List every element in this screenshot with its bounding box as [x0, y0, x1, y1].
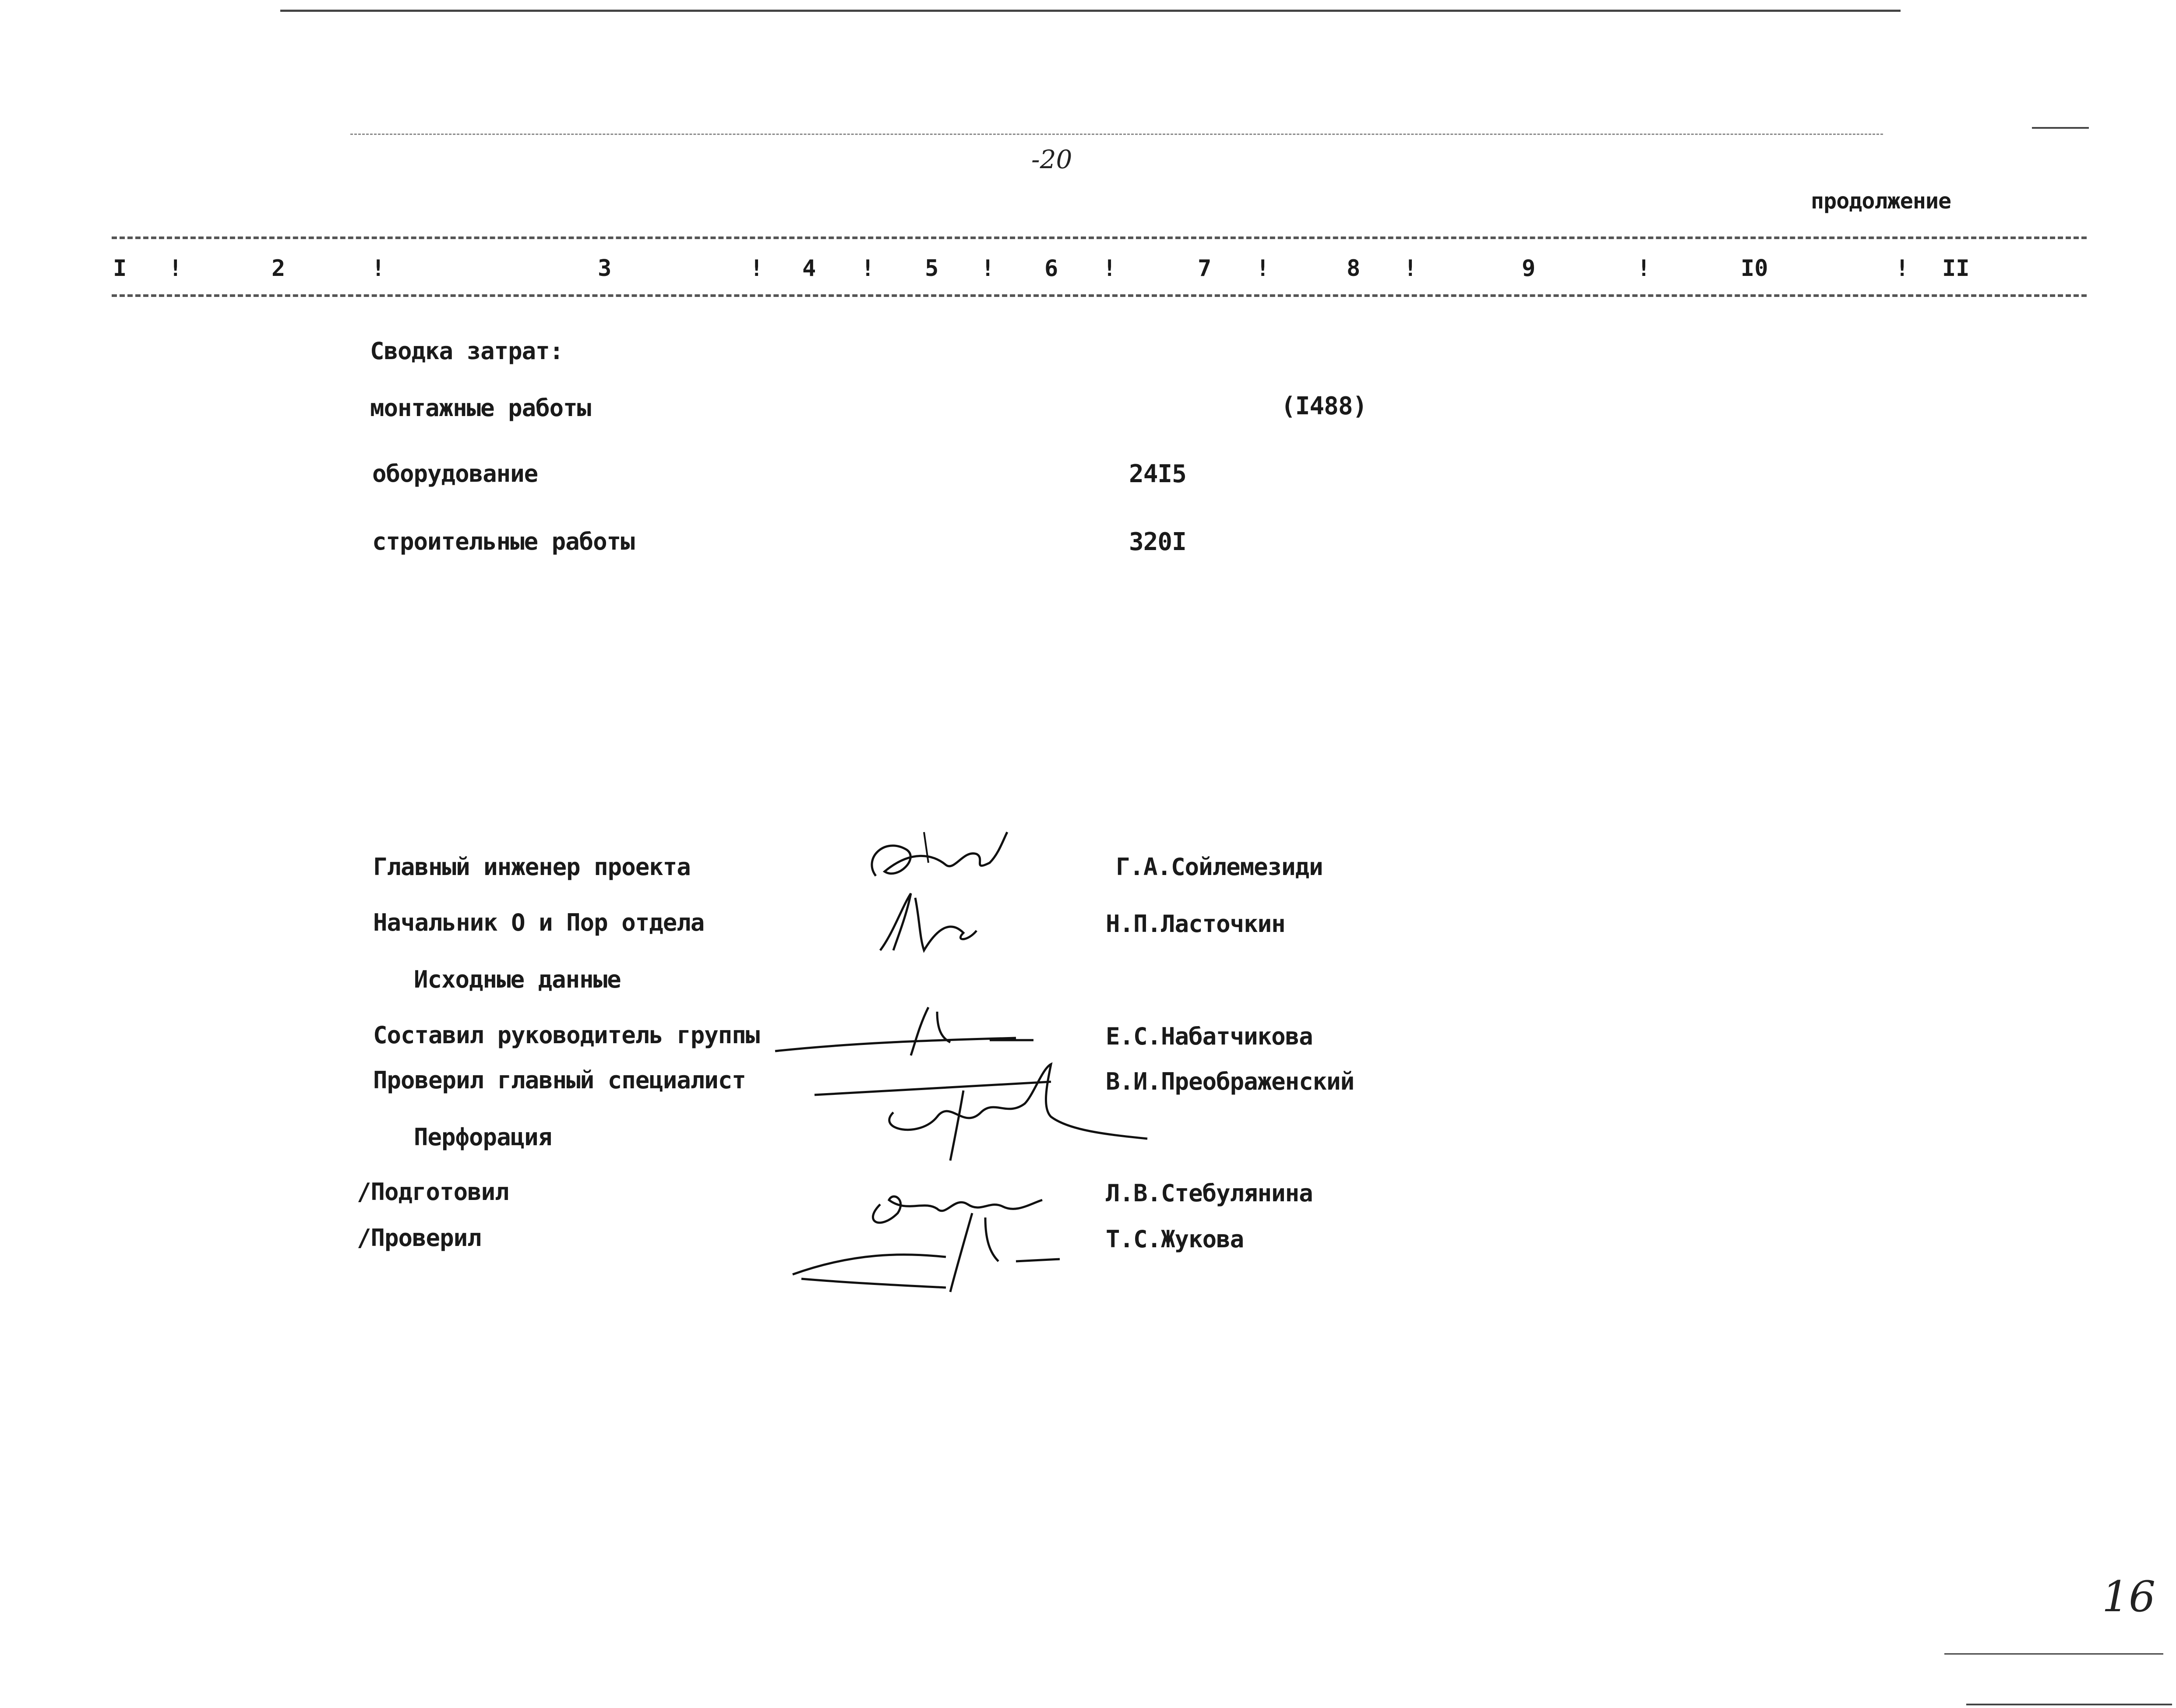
- cost-row-label: оборудование: [372, 460, 538, 487]
- column-separator: !: [861, 255, 875, 282]
- signature-compiled: [771, 999, 1042, 1060]
- cost-row-value: (I488): [1281, 392, 1367, 420]
- compiled-title: Составил руководитель группы: [373, 1021, 760, 1049]
- column-separator: !: [1103, 255, 1117, 282]
- bottom-right-rule: [1944, 1653, 2163, 1655]
- column-number-3: 3: [598, 255, 612, 282]
- checked-name: В.И.Преображенский: [1106, 1068, 1354, 1095]
- column-separator: !: [1895, 255, 1909, 282]
- cost-row-label: монтажные работы: [370, 394, 591, 422]
- verified-name: Т.С.Жукова: [1106, 1225, 1244, 1253]
- column-separator: !: [1637, 255, 1651, 282]
- column-number-4: 4: [802, 255, 816, 282]
- compiled-name: Е.С.Набатчикова: [1106, 1023, 1313, 1050]
- table-header-top-rule: [112, 236, 2087, 239]
- checked-title: Проверил главный специалист: [373, 1066, 746, 1094]
- prepared-name: Л.В.Стебулянина: [1106, 1179, 1313, 1207]
- dept-head-title: Начальник О и Пор отдела: [373, 909, 705, 936]
- column-number-8: 8: [1347, 255, 1361, 282]
- column-number-11: II: [1942, 255, 1970, 282]
- column-separator: !: [1256, 255, 1270, 282]
- bottom-edge-rule: [1966, 1704, 2172, 1705]
- column-separator: !: [169, 255, 183, 282]
- column-number-1: I: [113, 255, 127, 282]
- table-header-bottom-rule: [112, 294, 2087, 297]
- column-number-9: 9: [1522, 255, 1536, 282]
- column-separator: !: [981, 255, 995, 282]
- cost-row-value: 24I5: [1129, 460, 1186, 488]
- continuation-label: продолжение: [1811, 188, 1951, 214]
- sheet-number: 16: [2102, 1572, 2156, 1621]
- column-number-5: 5: [925, 255, 939, 282]
- verified-title: [357, 1224, 481, 1252]
- page-number: -20: [1031, 145, 1072, 174]
- signature-checked: [806, 1051, 1156, 1165]
- slash-mark: /: [357, 1178, 371, 1206]
- signature-dept-head: [867, 889, 981, 955]
- cost-row-label: строительные работы: [372, 528, 635, 555]
- column-number-10: I0: [1741, 255, 1768, 282]
- top-edge-rule: [280, 10, 1901, 12]
- chief-engineer-name: Г.А.Сойлемезиди: [1116, 853, 1323, 881]
- chief-engineer-title: Главный инженер проекта: [373, 853, 691, 881]
- top-dashed-rule: [350, 134, 1883, 135]
- prepared-title: [357, 1178, 509, 1206]
- column-separator: !: [371, 255, 385, 282]
- column-separator: !: [1404, 255, 1418, 282]
- verified-title-text: Проверил: [370, 1224, 481, 1252]
- column-number-2: 2: [272, 255, 286, 282]
- prepared-title-text: Подготовил: [370, 1178, 509, 1206]
- perforation-heading: Перфорация: [414, 1123, 552, 1151]
- source-data-heading: Исходные данные: [414, 966, 621, 993]
- top-right-rule: [2032, 127, 2089, 129]
- cost-row-value: 320I: [1129, 528, 1186, 556]
- cost-summary-heading: Сводка затрат:: [370, 337, 564, 365]
- column-number-6: 6: [1044, 255, 1058, 282]
- slash-mark: /: [357, 1224, 371, 1252]
- dept-head-name: Н.П.Ласточкин: [1106, 910, 1285, 938]
- column-separator: !: [750, 255, 764, 282]
- column-number-7: 7: [1198, 255, 1212, 282]
- signature-verified: [788, 1204, 1069, 1296]
